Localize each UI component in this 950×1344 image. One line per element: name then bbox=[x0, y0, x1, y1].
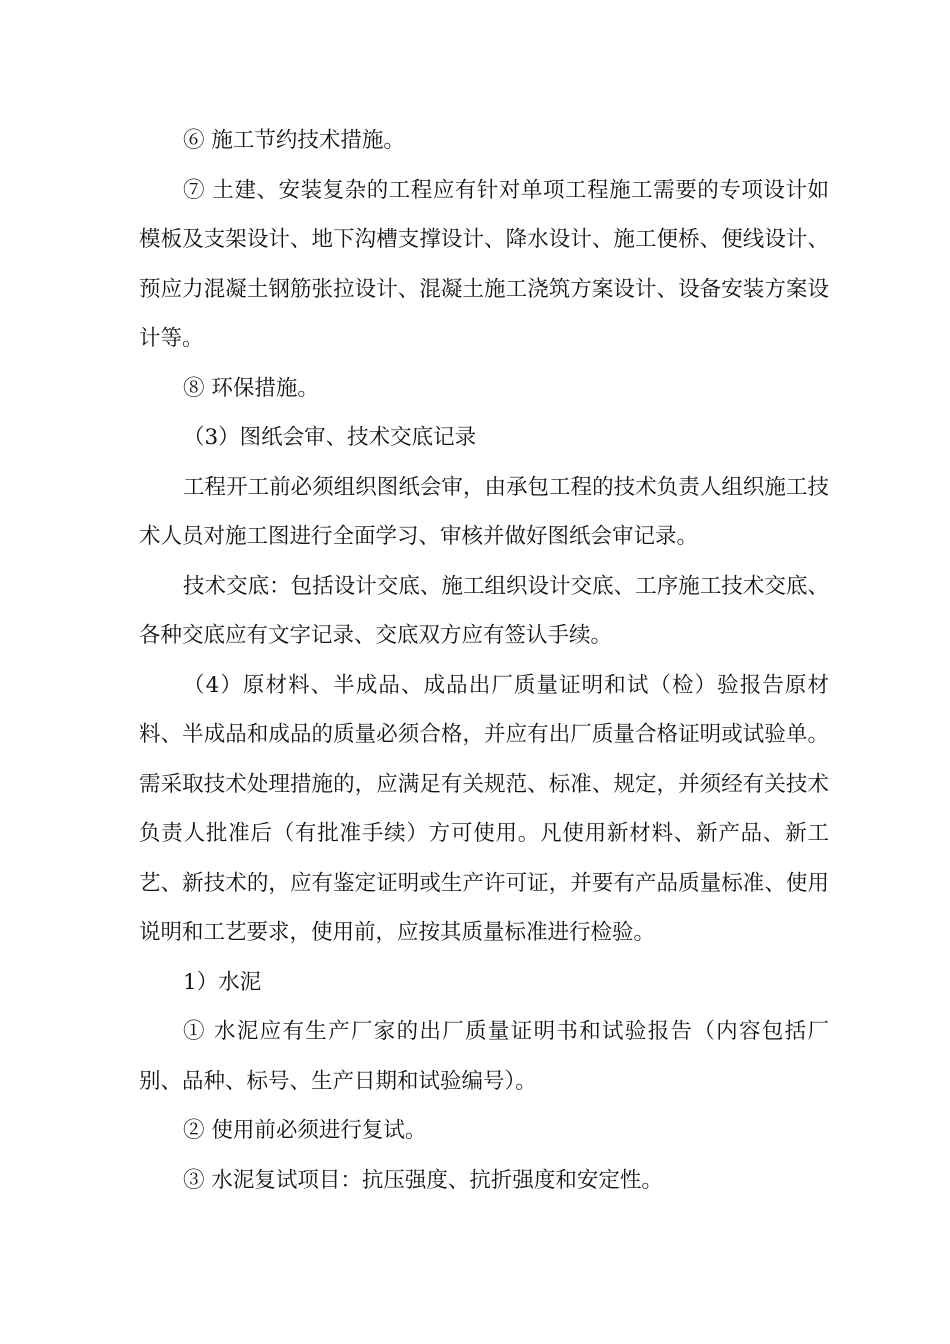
document-body bbox=[139, 116, 829, 1205]
subheading-cement: 1）水泥 bbox=[183, 969, 262, 995]
paragraph-cement-item-2: ② 使用前必须进行复试。 bbox=[183, 1118, 427, 1143]
paragraph-materials-certification: （4）原材料、半成品、成品出厂质量证明和试（检）验报告原材料、半成品和成品的质量必须合格，并应有出厂质量合格证明或试验单。需采取技术处理措施的，应满足有关规范、标准、规定，并须经有关技术负责人批准后（有批准手续）方可使用。凡使用新材料、新产品、新工艺、新技术的，应有鉴定证明或生产许可证，并要有产品质量标准、使用说明和工艺要求，使用前，应按其质量标准进行检验。 bbox=[139, 672, 829, 945]
section-heading-drawing-review: （3）图纸会审、技术交底记录 bbox=[183, 425, 477, 450]
paragraph-technical-disclosure: 技术交底：包括设计交底、施工组织设计交底、工序施工技术交底、各种交底应有文字记录、交底双方应有签认手续。 bbox=[139, 573, 829, 648]
paragraph-item-8-environmental: ⑧ 环保措施。 bbox=[183, 375, 319, 401]
paragraph-drawing-review: 工程开工前必须组织图纸会审，由承包工程的技术负责人组织施工技术人员对施工图进行全面学习、审核并做好图纸会审记录。 bbox=[139, 474, 829, 549]
paragraph-cement-item-1: ① 水泥应有生产厂家的出厂质量证明书和试验报告（内容包括厂别、品种、标号、生产日期和试验编号）。 bbox=[139, 1019, 829, 1094]
paragraph-item-7-special-design: ⑦ 土建、安装复杂的工程应有针对单项工程施工需要的专项设计如模板及支架设计、地下沟槽支撑设计、降水设计、施工便桥、便线设计、预应力混凝土钢筋张拉设计、混凝土施工浇筑方案设计、设备安装方案设计等。 bbox=[139, 177, 829, 351]
paragraph-item-6-energy-saving: ⑥ 施工节约技术措施。 bbox=[183, 128, 405, 153]
paragraph-cement-item-3: ③ 水泥复试项目：抗压强度、抗折强度和安定性。 bbox=[183, 1167, 663, 1193]
